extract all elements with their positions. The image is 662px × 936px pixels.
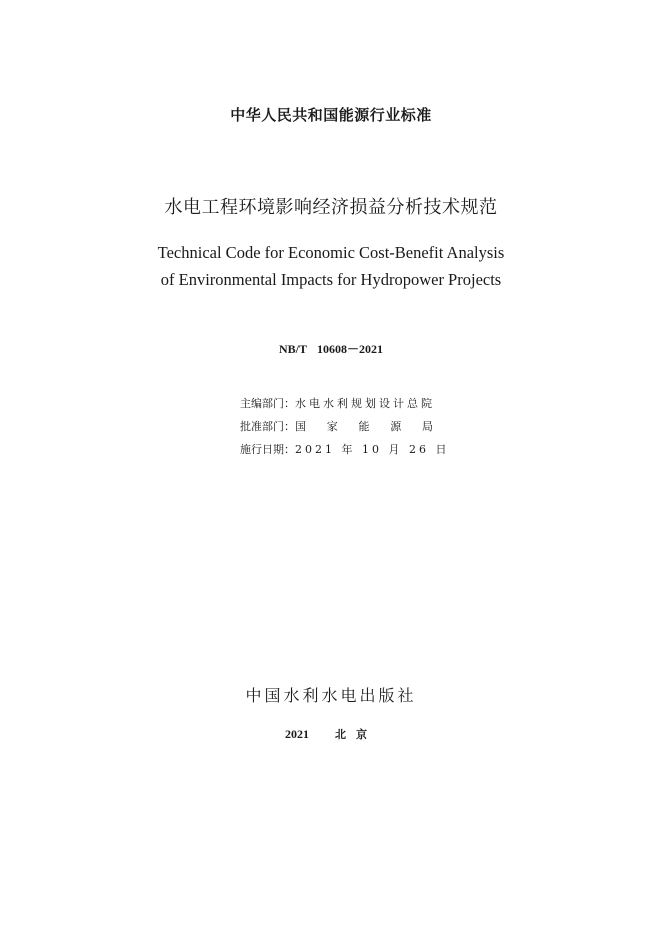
- standard-code-number: 10608－2021: [317, 342, 384, 356]
- chinese-title: 水电工程环境影响经济损益分析技术规范: [164, 197, 498, 218]
- approver-label: 批准部门：: [240, 420, 295, 433]
- approver-char: 家: [326, 420, 338, 433]
- approver-value: [295, 418, 433, 434]
- ministry-standard-heading: 中华人民共和国能源行业标准: [230, 106, 432, 124]
- approver-row: [240, 418, 433, 434]
- english-title-line-1: Technical Code for Economic Cost-Benefit Analysis: [157, 243, 505, 262]
- standard-code-prefix: NB/T: [278, 342, 307, 356]
- effective-date-label: 施行日期：: [240, 443, 295, 456]
- approver-char: 局: [422, 420, 433, 433]
- publisher-name: 中国水利水电出版社: [245, 686, 417, 705]
- approver-char: 国: [295, 420, 306, 433]
- effective-date-value: 2021 年 10 月 26 日: [295, 443, 450, 456]
- standard-code: [0, 340, 662, 357]
- editor-value: 水电水利规划设计总院: [295, 397, 435, 410]
- publication-year: 2021: [285, 727, 309, 741]
- editor-label: 主编部门：: [240, 397, 295, 410]
- effective-date-row: [240, 441, 449, 457]
- editor-row: [240, 395, 435, 411]
- publication-place: [0, 726, 662, 742]
- approver-char: 能: [358, 420, 370, 433]
- approver-char: 源: [390, 420, 402, 433]
- english-title-line-2: of Environmental Impacts for Hydropower Projects: [160, 270, 502, 289]
- publication-city: 北京: [335, 728, 377, 741]
